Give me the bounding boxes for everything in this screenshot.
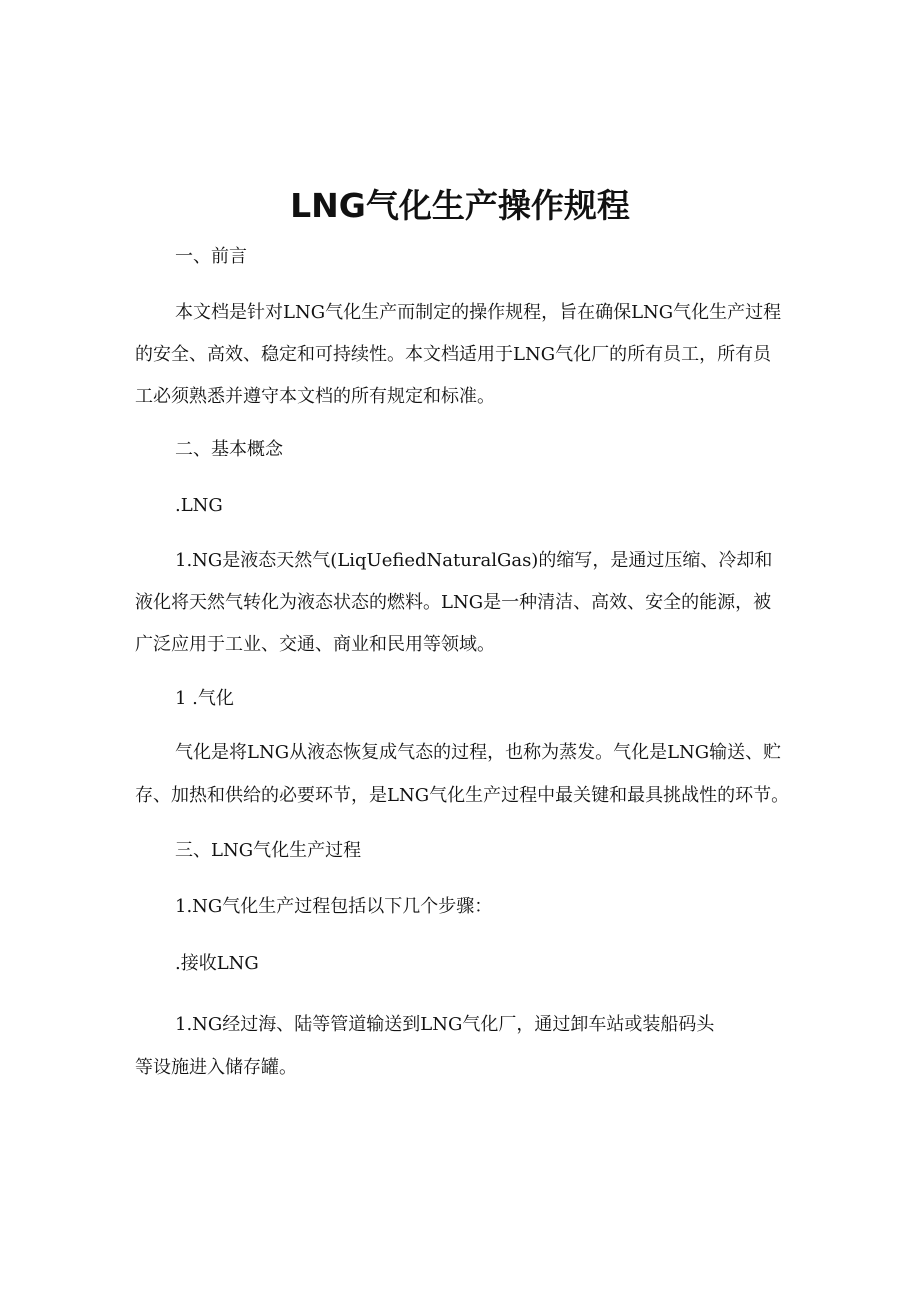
gasification-paragraph-line-2: 存、加热和供给的必要环节，是LNG气化生产过程中最关键和最具挑战性的环节。	[135, 785, 790, 806]
gasification-paragraph-line-1: 气化是将LNG从液态恢复成气态的过程，也称为蒸发。气化是LNG输送、贮	[175, 742, 782, 763]
receive-paragraph-line-2: 等设施进入储存罐。	[135, 1057, 297, 1078]
preface-paragraph-line-3: 工必须熟悉并遵守本文档的所有规定和标准。	[135, 386, 495, 407]
subheading-lng: .LNG	[175, 495, 223, 516]
section-heading-concepts: 二、基本概念	[175, 439, 283, 460]
process-intro: 1.NG气化生产过程包括以下几个步骤：	[175, 896, 493, 917]
section-heading-preface: 一、前言	[175, 246, 247, 267]
document-title: LNG气化生产操作规程	[290, 186, 630, 225]
lng-paragraph-line-1: 1.NG是液态天然气(LiqUefiedNaturalGas)的缩写，是通过压缩、冷却和	[175, 550, 773, 571]
lng-paragraph-line-3: 广泛应用于工业、交通、商业和民用等领域。	[135, 634, 495, 655]
preface-paragraph-line-1: 本文档是针对LNG气化生产而制定的操作规程，旨在确保LNG气化生产过程	[175, 302, 782, 323]
subheading-gasification: 1 .气化	[175, 688, 234, 709]
receive-paragraph-line-1: 1.NG经过海、陆等管道输送到LNG气化厂，通过卸车站或装船码头	[175, 1014, 715, 1035]
preface-paragraph-line-2: 的安全、高效、稳定和可持续性。本文档适用于LNG气化厂的所有员工，所有员	[135, 344, 772, 365]
section-heading-process: 三、LNG气化生产过程	[175, 840, 362, 861]
lng-paragraph-line-2: 液化将天然气转化为液态状态的燃料。LNG是一种清洁、高效、安全的能源，被	[135, 592, 772, 613]
subheading-receive-lng: .接收LNG	[175, 953, 259, 974]
